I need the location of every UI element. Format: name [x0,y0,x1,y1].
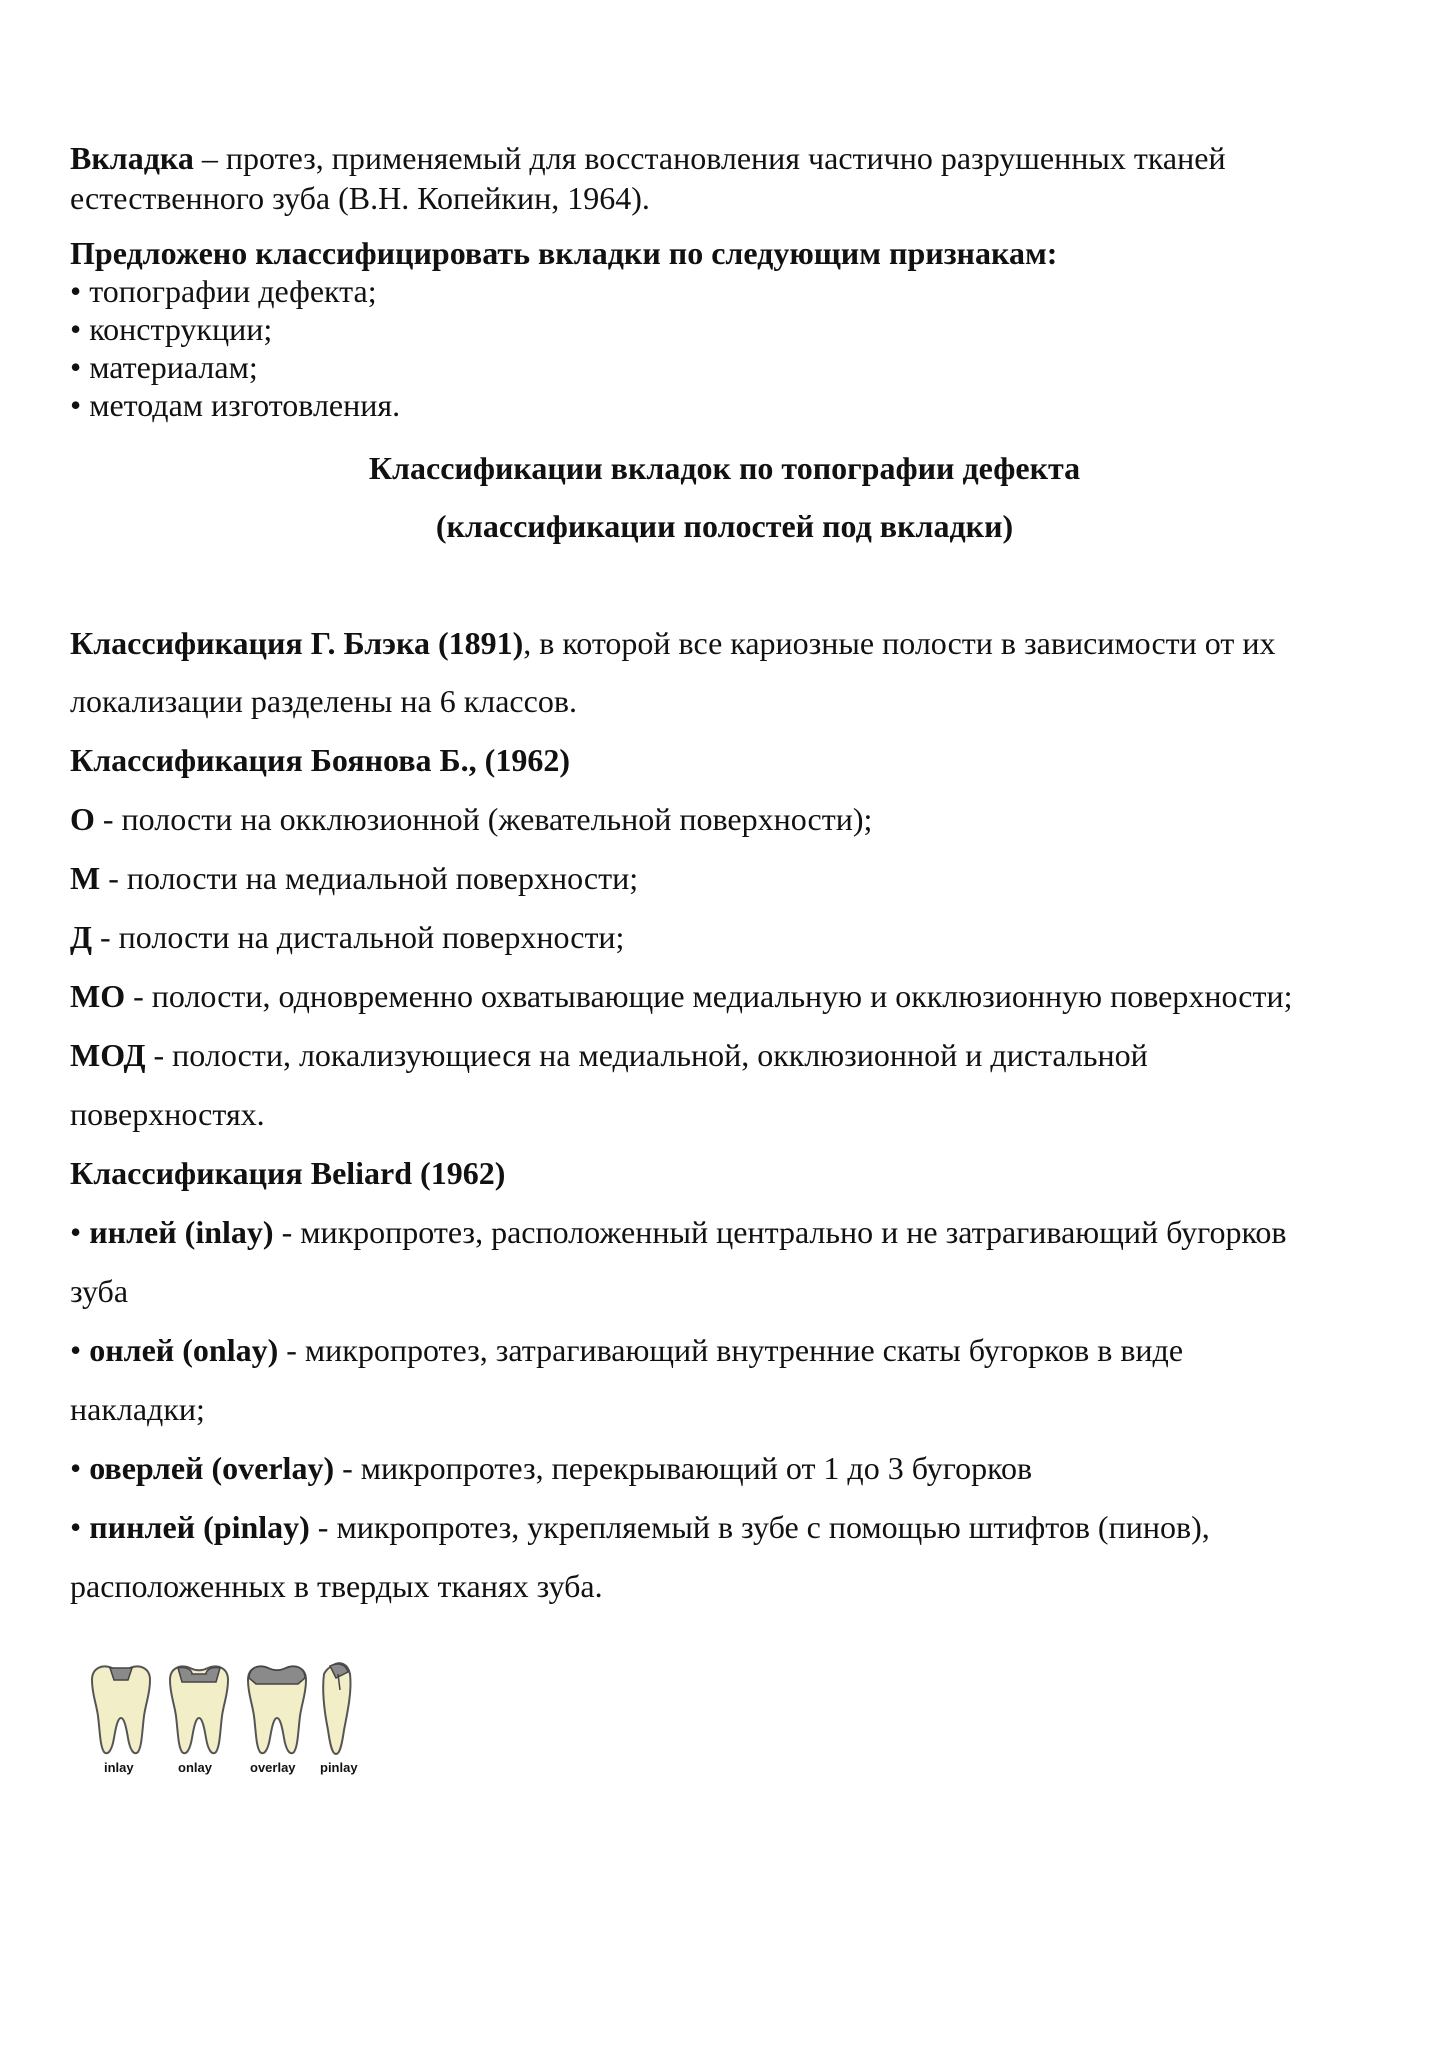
beliard-item-cont: зуба [70,1273,129,1309]
tooth-inlay [92,1667,150,1754]
caption-onlay: onlay [178,1760,212,1775]
black-text: , в которой все кариозные полости в зависимости от их [523,625,1276,661]
boyanov-code: МО [70,978,126,1014]
black-title: Классификация Г. Блэка (1891) [70,625,524,661]
caption-inlay: inlay [104,1760,134,1775]
tooth-onlay [170,1667,228,1754]
caption-pinlay: pinlay [320,1760,358,1775]
beliard-term: инлей (inlay) [89,1214,274,1250]
boyanov-desc: - полости на медиальной поверхности; [100,860,639,896]
boyanov-item [70,978,1390,1015]
black-text-cont: локализации разделены на 6 классов. [70,683,577,719]
criteria-item: • конструкции; [70,311,273,347]
bullet: • [70,1214,90,1250]
beliard-term: оверлей (overlay) [89,1450,335,1486]
beliard-item [70,1450,1390,1487]
beliard-desc: - микропротез, укрепляемый в зубе с помощью штифтов (пинов), [309,1509,1210,1545]
criteria-item: • методам изготовления. [70,387,401,423]
inlay-filling [110,1668,132,1680]
criteria-item: • материалам; [70,349,258,385]
intro-term: Вкладка [70,140,194,176]
intro-line-2: естественного зуба (В.Н. Копейкин, 1964). [70,180,650,216]
boyanov-code: О [70,801,95,837]
black-classification [70,625,1390,662]
section-title: Классификации вкладок по топографии дефекта [368,450,1081,486]
tooth-pinlay [323,1663,350,1754]
beliard-desc: - микропротез, расположенный центрально и не затрагивающий бугорков [273,1214,1287,1250]
criteria-item: • топографии дефекта; [70,273,377,309]
beliard-item [70,1214,1390,1251]
boyanov-item [70,919,1390,956]
tooth-restoration-figure [84,1660,404,1780]
beliard-item-cont: расположенных в твердых тканях зуба. [70,1568,603,1604]
section-subtitle: (классификации полостей под вкладки) [435,508,1014,544]
criteria-heading: Предложено классифицировать вкладки по следующим признакам: [70,235,1058,271]
beliard-term: онлей (onlay) [89,1332,279,1368]
boyanov-code: МОД [70,1037,146,1073]
beliard-heading: Классификация Beliard (1962) [70,1155,506,1191]
tooth-overlay [248,1666,306,1753]
boyanov-item-cont: поверхностях. [70,1096,265,1132]
boyanov-item [70,860,1390,897]
beliard-desc: - микропротез, перекрывающий от 1 до 3 бугорков [334,1450,1033,1486]
boyanov-desc: - полости, локализующиеся на медиальной, окклюзионной и дистальной [145,1037,1148,1073]
boyanov-item [70,1037,1390,1074]
beliard-item [70,1332,1390,1369]
boyanov-desc: - полости на окклюзионной (жевательной поверхности); [94,801,873,837]
boyanov-code: Д [70,919,93,955]
beliard-desc: - микропротез, затрагивающий внутренние скаты бугорков в виде [278,1332,1184,1368]
bullet: • [70,1450,90,1486]
intro-definition: – протез, применяемый для восстановления частично разрушенных тканей [193,140,1226,176]
beliard-term: пинлей (pinlay) [89,1509,310,1545]
bullet: • [70,1509,90,1545]
boyanov-code: М [70,860,101,896]
bullet: • [70,1332,90,1368]
beliard-item [70,1509,1390,1546]
overlay-filling [249,1666,305,1684]
boyanov-desc: - полости, одновременно охватывающие медиальную и окклюзионную поверхности; [125,978,1293,1014]
caption-overlay: overlay [250,1760,296,1775]
boyanov-desc: - полости на дистальной поверхности; [92,919,625,955]
boyanov-item [70,801,1390,838]
beliard-item-cont: накладки; [70,1391,205,1427]
boyanov-heading: Классификация Боянова Б., (1962) [70,742,570,778]
intro-line-1 [70,140,1390,177]
